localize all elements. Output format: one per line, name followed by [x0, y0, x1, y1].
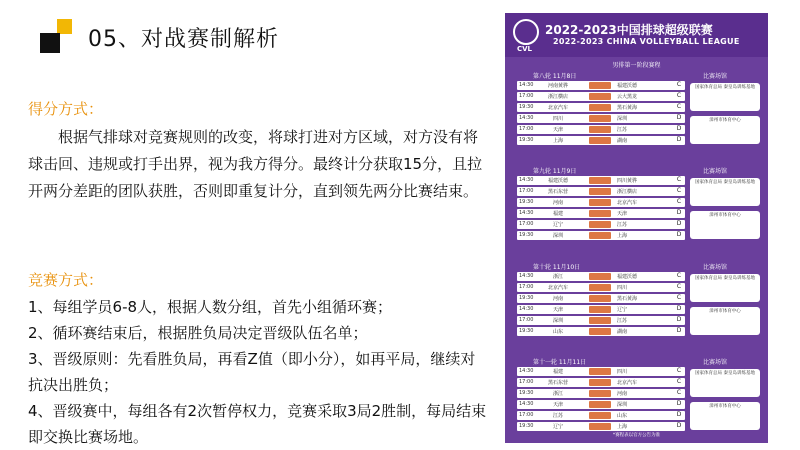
match-time: 17:00	[519, 284, 534, 290]
match-team1: 北京汽车	[547, 285, 568, 291]
match-row	[517, 400, 685, 409]
match-time: 14:30	[519, 273, 534, 279]
match-team2: 浙江横店	[617, 189, 638, 195]
cvl-logo-text: CVL	[517, 45, 533, 53]
poster-subtitle: 2022-2023 CHINA VOLLEYBALL LEAGUE	[553, 37, 740, 46]
venue-box: 漳州市体育中心	[690, 211, 760, 239]
cvl-logo-icon	[513, 19, 539, 45]
match-row	[517, 198, 685, 207]
vs-badge-icon	[589, 221, 611, 228]
match-group: C	[676, 198, 682, 205]
vs-badge-icon	[589, 137, 611, 144]
competition-item: 4、晋级赛中，每组各有2次暂停权力，竞赛采取3局2胜制，每局结束即交换比赛场地。	[28, 402, 487, 446]
match-team1: 黑石东营	[547, 380, 568, 386]
match-team1: 天津	[552, 402, 563, 408]
match-team1: 河南	[552, 200, 563, 206]
match-team2: 湖南	[617, 138, 628, 144]
match-group: D	[676, 220, 682, 227]
vs-badge-icon	[589, 188, 611, 195]
match-team2: 江苏	[617, 222, 628, 228]
match-group: C	[676, 187, 682, 194]
match-group: C	[676, 272, 682, 279]
match-team1: 天津	[552, 127, 563, 133]
vs-badge-icon	[589, 423, 611, 430]
venue-box: 国家体育总局 秦皇岛训练基地	[690, 274, 760, 302]
match-group: D	[676, 327, 682, 334]
match-row	[517, 305, 685, 314]
vs-badge-icon	[589, 210, 611, 217]
competition-item: 2、循环赛结束后，根据胜负局决定晋级队伍名单；	[28, 324, 368, 342]
match-time: 19:30	[519, 232, 534, 238]
vs-badge-icon	[589, 273, 611, 280]
match-team2: 湖南	[617, 329, 628, 335]
vs-badge-icon	[589, 126, 611, 133]
title-decoration-yellow	[57, 19, 72, 34]
match-row	[517, 283, 685, 292]
match-team1: 福建	[552, 211, 563, 217]
venue-heading: 比赛场馆	[703, 73, 728, 80]
match-team1: 浙江横店	[547, 94, 568, 100]
match-team1: 福建沃德	[547, 178, 568, 184]
match-team2: 江苏	[617, 318, 628, 324]
competition-item: 1、每组学员6-8人，根据人数分组，首先小组循环赛；	[28, 298, 393, 316]
vs-badge-icon	[589, 317, 611, 324]
match-team2: 上海	[617, 424, 628, 430]
match-team1: 天津	[552, 307, 563, 313]
match-group: D	[676, 400, 682, 407]
match-team2: 四川	[617, 285, 628, 291]
match-team1: 黑石东营	[547, 189, 568, 195]
venue-heading: 比赛场馆	[703, 359, 728, 366]
vs-badge-icon	[589, 295, 611, 302]
match-row	[517, 294, 685, 303]
match-team1: 辽宁	[552, 424, 563, 430]
match-team2: 北京汽车	[617, 380, 638, 386]
match-team1: 北京汽车	[547, 105, 568, 111]
competition-item: 3、晋级原则：先看胜负局，再看Z值（即小分），如再平局，继续对抗决出胜负；	[28, 350, 476, 394]
match-row	[517, 125, 685, 134]
match-group: D	[676, 231, 682, 238]
match-group: D	[676, 422, 682, 429]
match-team2: 云大黑龙	[617, 94, 638, 100]
match-group: D	[676, 316, 682, 323]
match-time: 14:30	[519, 306, 534, 312]
match-time: 19:30	[519, 390, 534, 396]
match-team2: 北京汽车	[617, 200, 638, 206]
match-time: 17:00	[519, 221, 534, 227]
vs-badge-icon	[589, 232, 611, 239]
match-team1: 浙江	[552, 391, 563, 397]
match-time: 19:30	[519, 295, 534, 301]
match-group: D	[676, 305, 682, 312]
match-team2: 福建沃德	[617, 274, 638, 280]
match-row	[517, 231, 685, 240]
schedule-poster	[505, 13, 768, 443]
venue-box: 漳州市体育中心	[690, 116, 760, 144]
venue-box: 漳州市体育中心	[690, 307, 760, 335]
venue-heading: 比赛场馆	[703, 264, 728, 271]
round-heading: 第十轮 11月10日	[533, 264, 581, 271]
match-team1: 江苏	[552, 413, 563, 419]
round-heading: 第九轮 11月9日	[533, 168, 577, 175]
competition-heading: 竞赛方式：	[28, 271, 104, 289]
match-row	[517, 389, 685, 398]
match-group: C	[676, 389, 682, 396]
match-group: C	[676, 176, 682, 183]
match-team2: 江苏	[617, 127, 628, 133]
vs-badge-icon	[589, 390, 611, 397]
scoring-heading: 得分方式：	[28, 100, 104, 118]
match-row	[517, 136, 685, 145]
venue-box: 国家体育总局 秦皇岛训练基地	[690, 178, 760, 206]
vs-badge-icon	[589, 401, 611, 408]
vs-badge-icon	[589, 412, 611, 419]
venue-box: 漳州市体育中心	[690, 402, 760, 430]
competition-list	[28, 294, 490, 450]
match-group: C	[676, 103, 682, 110]
poster-title: 2022-2023中国排球超级联赛	[545, 23, 713, 37]
match-time: 19:30	[519, 104, 534, 110]
match-group: D	[676, 209, 682, 216]
match-team1: 深圳	[552, 318, 563, 324]
match-time: 14:30	[519, 210, 534, 216]
match-time: 17:00	[519, 412, 534, 418]
match-group: C	[676, 283, 682, 290]
vs-badge-icon	[589, 199, 611, 206]
venue-box: 国家体育总局 秦皇岛训练基地	[690, 369, 760, 397]
match-row	[517, 187, 685, 196]
page-title: 05、对战赛制解析	[88, 27, 279, 52]
vs-badge-icon	[589, 284, 611, 291]
venue-heading: 比赛场馆	[703, 168, 728, 175]
venue-box: 国家体育总局 秦皇岛训练基地	[690, 83, 760, 111]
match-row	[517, 92, 685, 101]
match-team1: 上海	[552, 138, 563, 144]
match-team2: 四川	[617, 369, 628, 375]
match-team2: 深圳	[617, 116, 628, 122]
poster-footer: *赛程表以官方公告为准	[612, 433, 661, 438]
match-row	[517, 103, 685, 112]
match-group: C	[676, 294, 682, 301]
match-team2: 深圳	[617, 402, 628, 408]
match-time: 19:30	[519, 137, 534, 143]
match-group: C	[676, 378, 682, 385]
match-team2: 黑石黄海	[617, 105, 638, 111]
match-team1: 深圳	[552, 233, 563, 239]
match-team2: 福建沃德	[617, 83, 638, 89]
scoring-text: 根据气排球对竞赛规则的改变，将球打进对方区域，对方没有将球击回、违规或打手出界，视为我方得分。最终计分获取15分，且拉开两分差距的团队获胜，否则即重复计分，直到领先两分比赛结束。	[28, 128, 483, 200]
match-team2: 上海	[617, 233, 628, 239]
match-row	[517, 367, 685, 376]
match-team1: 河南黄骅	[547, 83, 568, 89]
match-time: 14:30	[519, 368, 534, 374]
round-heading: 第八轮 11月8日	[533, 73, 577, 80]
match-team1: 四川	[552, 116, 563, 122]
match-row	[517, 316, 685, 325]
match-group: C	[676, 367, 682, 374]
match-row	[517, 411, 685, 420]
match-group: D	[676, 411, 682, 418]
vs-badge-icon	[589, 368, 611, 375]
match-group: D	[676, 114, 682, 121]
match-team1: 山东	[552, 329, 563, 335]
match-row	[517, 378, 685, 387]
match-time: 14:30	[519, 177, 534, 183]
match-row	[517, 272, 685, 281]
round-heading: 第十一轮 11月11日	[533, 359, 587, 366]
match-team1: 福建	[552, 369, 563, 375]
vs-badge-icon	[589, 177, 611, 184]
match-row	[517, 176, 685, 185]
vs-badge-icon	[589, 328, 611, 335]
match-row	[517, 422, 685, 431]
match-time: 14:30	[519, 401, 534, 407]
match-time: 19:30	[519, 199, 534, 205]
vs-badge-icon	[589, 82, 611, 89]
match-time: 17:00	[519, 126, 534, 132]
vs-badge-icon	[589, 306, 611, 313]
vs-badge-icon	[589, 379, 611, 386]
match-group: D	[676, 125, 682, 132]
match-team1: 辽宁	[552, 222, 563, 228]
match-row	[517, 209, 685, 218]
match-team2: 山东	[617, 413, 628, 419]
match-row	[517, 220, 685, 229]
match-team1: 河南	[552, 296, 563, 302]
match-time: 14:30	[519, 82, 534, 88]
match-group: C	[676, 92, 682, 99]
match-group: C	[676, 81, 682, 88]
match-time: 19:30	[519, 423, 534, 429]
match-group: D	[676, 136, 682, 143]
match-row	[517, 81, 685, 90]
vs-badge-icon	[589, 115, 611, 122]
match-time: 19:30	[519, 328, 534, 334]
match-row	[517, 327, 685, 336]
poster-stage: 男排第一阶段赛程	[612, 62, 661, 69]
match-team2: 河南	[617, 391, 628, 397]
match-team2: 黑石黄海	[617, 296, 638, 302]
vs-badge-icon	[589, 93, 611, 100]
match-team2: 辽宁	[617, 307, 628, 313]
match-time: 17:00	[519, 317, 534, 323]
match-row	[517, 114, 685, 123]
match-team2: 四川黄骅	[617, 178, 638, 184]
vs-badge-icon	[589, 104, 611, 111]
match-team1: 浙江	[552, 274, 563, 280]
match-time: 17:00	[519, 93, 534, 99]
title-decoration-black	[40, 33, 60, 53]
match-team2: 天津	[617, 211, 628, 217]
match-time: 17:00	[519, 188, 534, 194]
match-time: 17:00	[519, 379, 534, 385]
match-time: 14:30	[519, 115, 534, 121]
